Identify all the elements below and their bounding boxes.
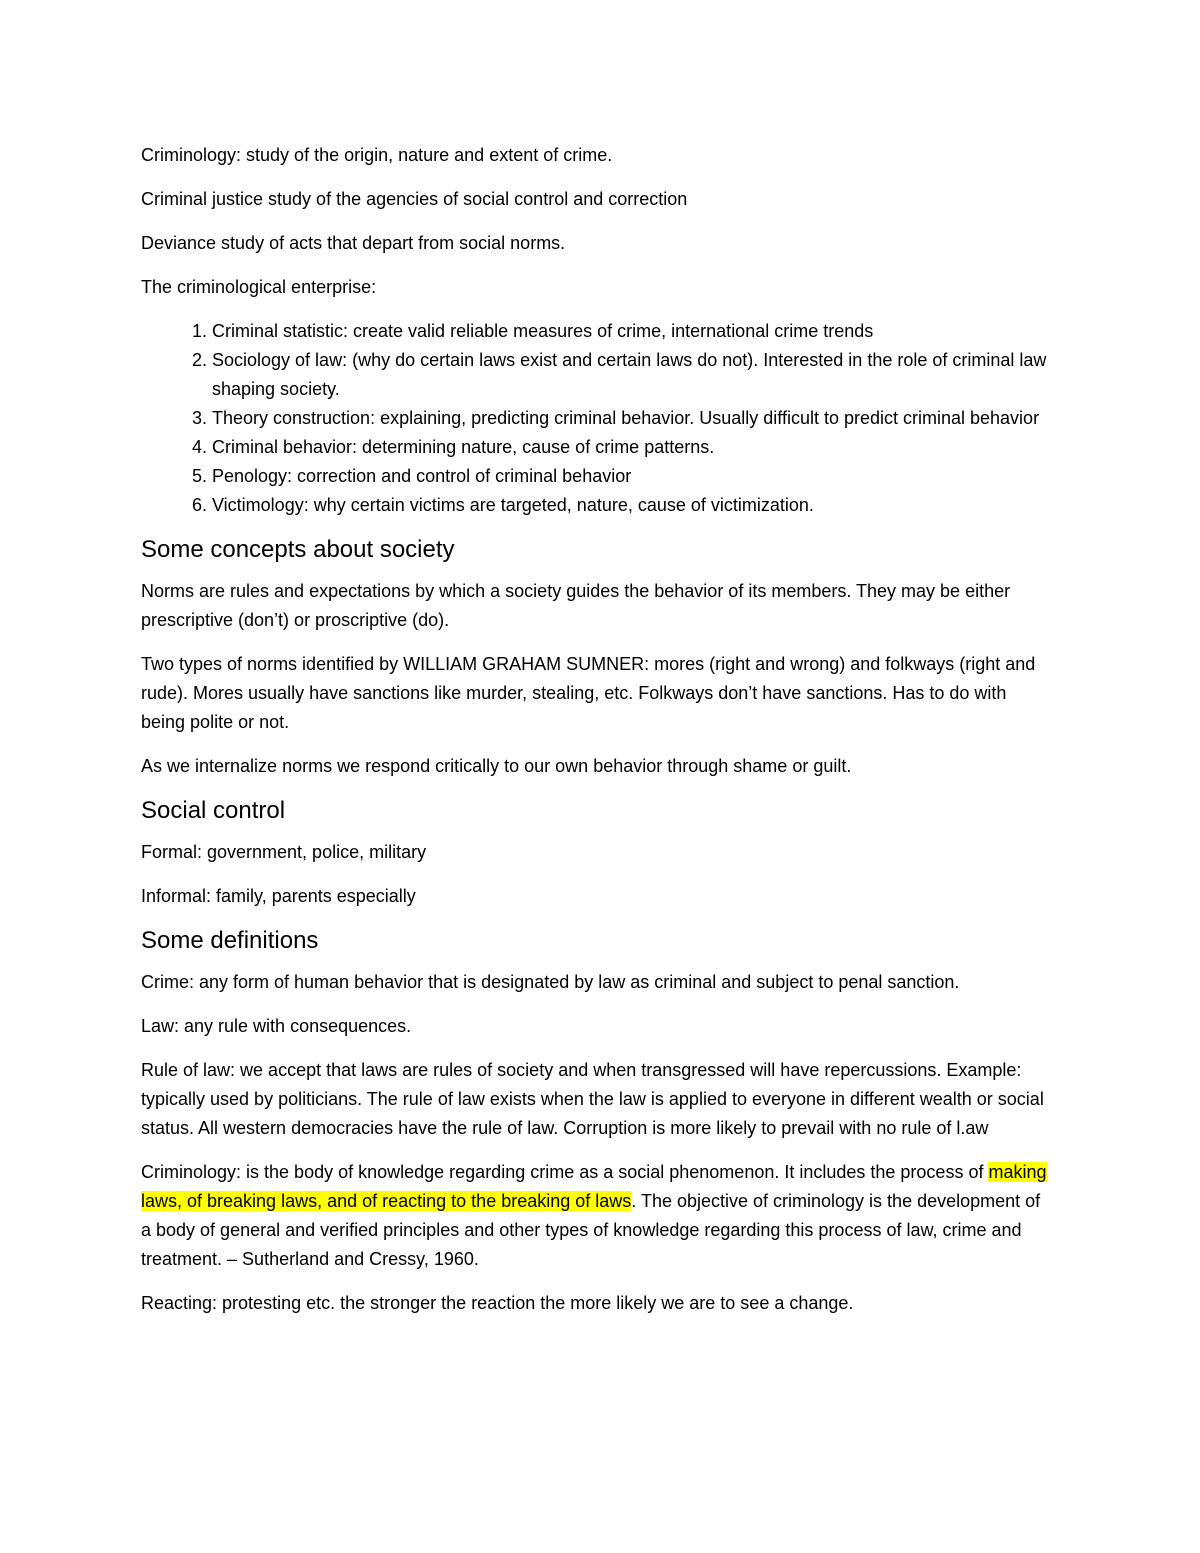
paragraph-criminal-justice-definition: Criminal justice study of the agencies of social control and correction [141, 189, 688, 209]
paragraph-criminological-enterprise: The criminological enterprise: [141, 277, 377, 297]
paragraph-informal-control: Informal: family, parents especially [141, 886, 416, 906]
paragraph-criminology-sutherland [141, 1158, 1050, 1274]
criminology-text-start: Criminology: is the body of knowledge regarding crime as a social phenomenon. It includes the process of [141, 1162, 989, 1182]
paragraph-types-of-norms: Two types of norms identified by WILLIAM GRAHAM SUMNER: mores (right and wrong) and folkways (right and rude). Mores usually have sanctions like murder, stealing, etc. Folkways don’t have sanctions. Has to do with being polite or not. [141, 654, 1036, 732]
paragraph-rule-of-law: Rule of law: we accept that laws are rules of society and when transgressed will have repercussions. Example: typically used by politicians. The rule of law exists when the law is applied to everyone in different wealth or social status. All western democracies have the rule of law. Corruption is more likely to prevail with no rule of l.aw [141, 1060, 1044, 1138]
paragraph-crime-definition: Crime: any form of human behavior that is designated by law as criminal and subject to penal sanction. [141, 972, 960, 992]
enterprise-list [141, 317, 1050, 520]
criminology-text-end: . The objective of criminology is the development of a body of general and verified principles and other types of knowledge regarding this process of law, crime and treatment. – Sutherland and Cressy, 1960. [141, 1191, 1041, 1269]
highlighted-text: making laws, of breaking laws, and of reacting to the breaking of laws [141, 1162, 1047, 1211]
paragraph-criminology-definition: Criminology: study of the origin, nature and extent of crime. [141, 145, 613, 165]
list-item: 6. Victimology: why certain victims are targeted, nature, cause of victimization. [212, 491, 1050, 520]
paragraph-reacting: Reacting: protesting etc. the stronger the reaction the more likely we are to see a change. [141, 1293, 854, 1313]
paragraph-deviance-definition: Deviance study of acts that depart from social norms. [141, 233, 566, 253]
paragraph-norms: Norms are rules and expectations by which a society guides the behavior of its members. They may be either prescriptive (don’t) or proscriptive (do). [141, 581, 1011, 630]
list-item: 1. Criminal statistic: create valid reliable measures of crime, international crime trends [212, 317, 1050, 346]
heading-some-definitions: Some definitions [141, 927, 319, 954]
list-item: 3. Theory construction: explaining, predicting criminal behavior. Usually difficult to predict criminal behavior [212, 404, 1050, 433]
list-item: 5. Penology: correction and control of criminal behavior [212, 462, 1050, 491]
paragraph-law-definition: Law: any rule with consequences. [141, 1016, 412, 1036]
heading-society-concepts: Some concepts about society [141, 536, 455, 563]
paragraph-internalize-norms: As we internalize norms we respond critically to our own behavior through shame or guilt. [141, 756, 852, 776]
list-item: 4. Criminal behavior: determining nature, cause of crime patterns. [212, 433, 1050, 462]
paragraph-formal-control: Formal: government, police, military [141, 842, 427, 862]
list-item: 2. Sociology of law: (why do certain laws exist and certain laws do not). Interested in the role of criminal law shaping society. [212, 346, 1050, 404]
heading-social-control: Social control [141, 797, 286, 824]
